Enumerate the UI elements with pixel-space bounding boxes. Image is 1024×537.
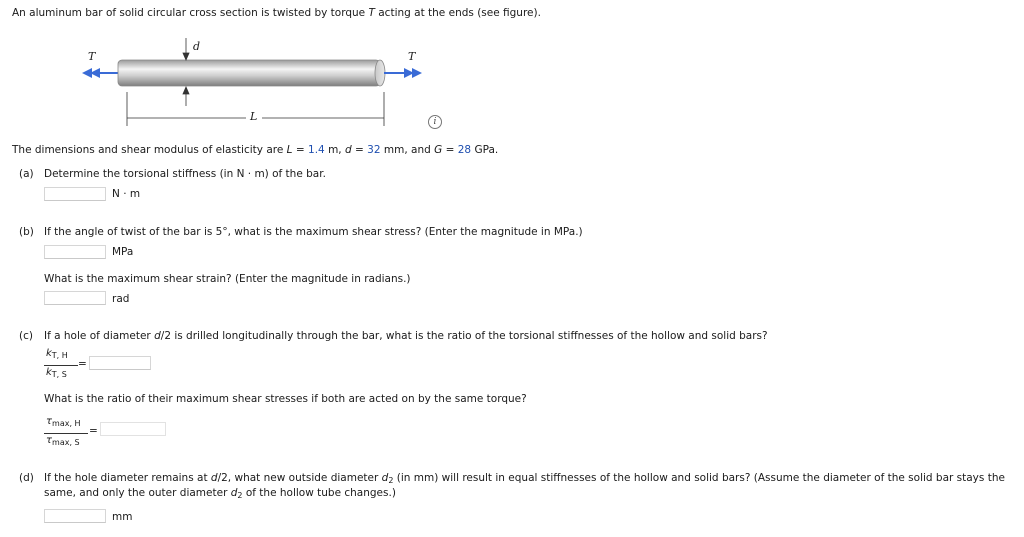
length-value: 1.4 [308,144,325,156]
right-torque-label: T [408,50,416,63]
left-torque-arrow [82,68,118,78]
part-d-question-line2: same, and only the outer diameter $d_2$ of the hollow tube changes.) [44,487,396,500]
part-b-strain-unit: rad [112,293,130,305]
part-a-question: Determine the torsional stiffness (in N · m) of the bar. [44,168,326,180]
intro-text: An aluminum bar of solid circular cross section is twisted by torque T acting at the ends (see figure). [12,7,541,19]
part-c-label: (c) [19,330,33,342]
diameter-value: 32 [367,144,381,156]
info-icon[interactable]: i [428,115,442,129]
stress-ratio-input[interactable] [100,422,166,436]
part-b-question: If the angle of twist of the bar is 5°, what is the maximum shear stress? (Enter the magnitude in MPa.) [44,226,583,238]
stress-ratio-fraction: $\tau_{max, H}$ $\tau_{max, S}$ [44,416,94,452]
bar-diagram [78,36,458,136]
part-b-stress-unit: MPa [112,246,134,258]
part-c-question-2: What is the ratio of their maximum shear stresses if both are acted on by the same torque? [44,393,527,405]
part-b-question-2: What is the maximum shear strain? (Enter the magnitude in radians.) [44,273,411,285]
stiffness-ratio-input[interactable] [89,356,151,370]
part-d-input[interactable] [44,509,106,523]
part-a-label: (a) [19,168,34,180]
diameter-label: d [193,40,201,53]
stress-ratio-equals: = [89,425,98,437]
part-d-unit: mm [112,511,133,523]
part-b-label: (b) [19,226,34,238]
part-b-stress-input[interactable] [44,245,106,259]
bar-end-cap [375,60,385,86]
part-b-strain-input[interactable] [44,291,106,305]
stiffness-ratio-fraction: $k_{T, H}$ $k_{T, S}$ [44,348,84,384]
part-d-label: (d) [19,472,34,484]
stiffness-ratio-equals: = [78,358,87,370]
bar-body [118,60,380,86]
part-a-input[interactable] [44,187,106,201]
length-label: L [250,110,258,123]
left-torque-label: T [88,50,96,63]
part-d-question-line1: If the hole diameter remains at d/2, what new outside diameter $d_2$ (in mm) will result in equal stiffnesses of the hollow and solid bars? (Assume the diameter of the solid bar stays the [44,472,1005,485]
shear-modulus-value: 28 [457,144,472,156]
part-c-question: If a hole of diameter d/2 is drilled longitudinally through the bar, what is the ratio of the torsional stiffnesses of the hollow and solid bars? [44,330,768,342]
right-torque-arrow [384,68,422,78]
torsion-bar-figure [78,36,458,136]
given-values: The dimensions and shear modulus of elasticity are L = 1.4 m, d = 32 mm, and G = 28 GPa. [12,144,499,156]
part-a-unit: N · m [112,188,141,200]
